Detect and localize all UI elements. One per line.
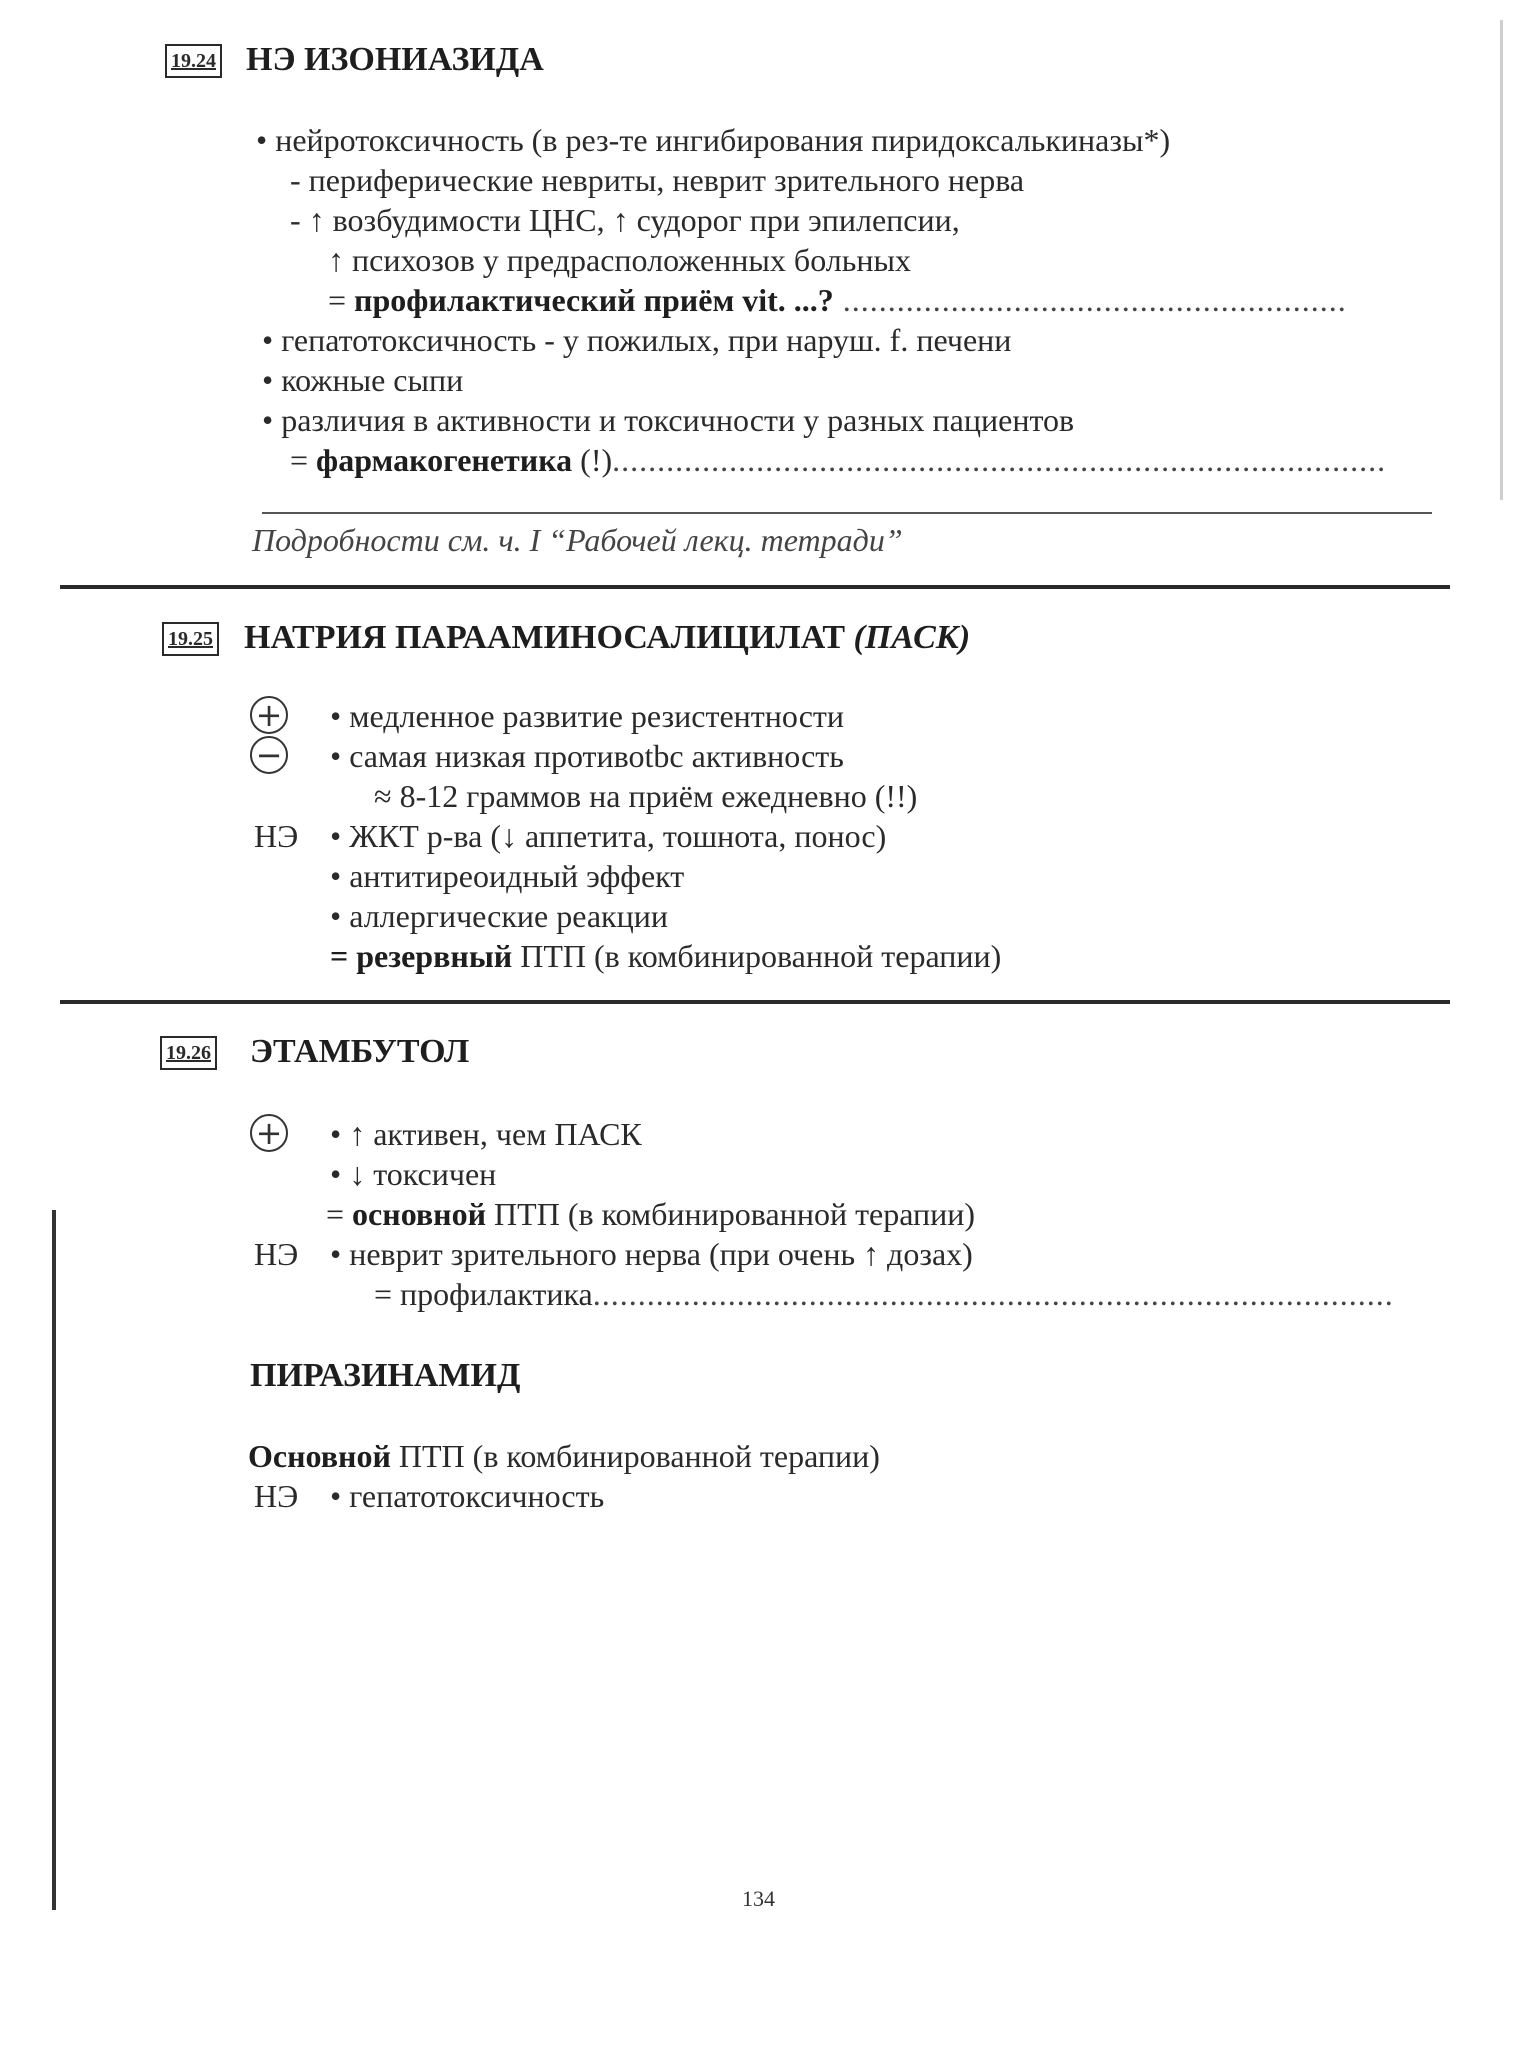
text-line: • различия в активности и токсичности у разных пациентов (262, 402, 1075, 438)
text-line (328, 280, 1347, 320)
text-line: - периферические невриты, неврит зрительного нерва (290, 162, 1025, 198)
bold-term: профилактический приём vit. ...? (354, 282, 834, 318)
text-line: • антитиреоидный эффект (330, 858, 685, 894)
text-line (326, 1194, 975, 1234)
equals-sign: = (290, 442, 317, 478)
plus-circle-icon: + (250, 1114, 288, 1152)
text-line: • гепатотоксичность - у пожилых, при наруш. f. печени (262, 322, 1012, 358)
text-line: ≈ 8-12 граммов на приём ежедневно (!!) (374, 778, 918, 814)
section-title: НЭ ИЗОНИАЗИДА (246, 41, 544, 78)
section-divider-thin (262, 512, 1432, 514)
page-number: 134 (742, 1886, 775, 1911)
section-divider (60, 585, 1450, 589)
text-line: • неврит зрительного нерва (при очень ↑ дозах) (330, 1236, 973, 1272)
reference-note: Подробности см. ч. I “Рабочей лекц. тетради” (252, 522, 903, 558)
section-number: 19.26 (160, 1036, 217, 1070)
equals-sign: = (326, 1196, 353, 1232)
text-line (330, 936, 1001, 976)
text-line (374, 1274, 1394, 1314)
text-line: • самая низкая противоtbc активность (330, 738, 844, 774)
text-line: • аллергические реакции (330, 898, 668, 934)
bold-term: Основной (248, 1438, 391, 1474)
text-line: • ↓ токсичен (330, 1156, 497, 1192)
text-tail: ПТП (в комбинированной терапии) (390, 1438, 880, 1474)
scan-edge-left (52, 1210, 56, 1910)
section-title: ЭТАМБУТОЛ (250, 1033, 470, 1070)
section-title-text: НАТРИЯ ПАРААМИНОСАЛИЦИЛАТ (244, 619, 854, 656)
side-effects-label: НЭ (254, 1236, 299, 1272)
section-number: 19.25 (162, 622, 219, 656)
plus-circle-icon: + (250, 696, 288, 734)
text-line: ↑ психозов у предрасположенных больных (328, 242, 911, 278)
text-line: • гепатотоксичность (330, 1478, 605, 1514)
section-title (244, 618, 970, 658)
bold-term: основной (352, 1196, 487, 1232)
text-tail: ПТП (в комбинированной терапии) (512, 938, 1002, 974)
section-number: 19.24 (165, 44, 222, 78)
section-title: ПИРАЗИНАМИД (250, 1357, 521, 1394)
section-divider (60, 1000, 1450, 1004)
side-effects-label: НЭ (254, 1478, 299, 1514)
fill-in-dots: ...................................................................................... (612, 442, 1387, 478)
note-mark: (!) (572, 442, 613, 478)
side-effects-label: НЭ (254, 818, 299, 854)
text-line: • ЖКТ р-ва (↓ аппетита, тошнота, понос) (330, 818, 887, 854)
text-tail: ПТП (в комбинированной терапии) (486, 1196, 976, 1232)
text-line: • нейротоксичность (в рез-те ингибирования пиридоксалькиназы*) (256, 122, 1171, 158)
text-line (290, 440, 1386, 480)
text-head: = профилактика (374, 1276, 593, 1312)
scan-edge-right (1500, 20, 1503, 500)
text-line: • ↑ активен, чем ПАСК (330, 1116, 642, 1152)
fill-in-dots: ........................................................ (833, 282, 1347, 318)
minus-circle-icon: − (250, 736, 288, 774)
text-line: - ↑ возбудимости ЦНС, ↑ судорог при эпилепсии, (290, 202, 960, 238)
equals-sign: = (328, 282, 355, 318)
text-line (248, 1436, 880, 1476)
bold-term: фармакогенетика (316, 442, 573, 478)
bold-term: = резервный (330, 938, 513, 974)
fill-in-dots: ......................................................................................... (592, 1276, 1394, 1312)
section-title-abbr: (ПАСК) (853, 619, 971, 656)
text-line: • кожные сыпи (262, 362, 464, 398)
text-line: • медленное развитие резистентности (330, 698, 845, 734)
